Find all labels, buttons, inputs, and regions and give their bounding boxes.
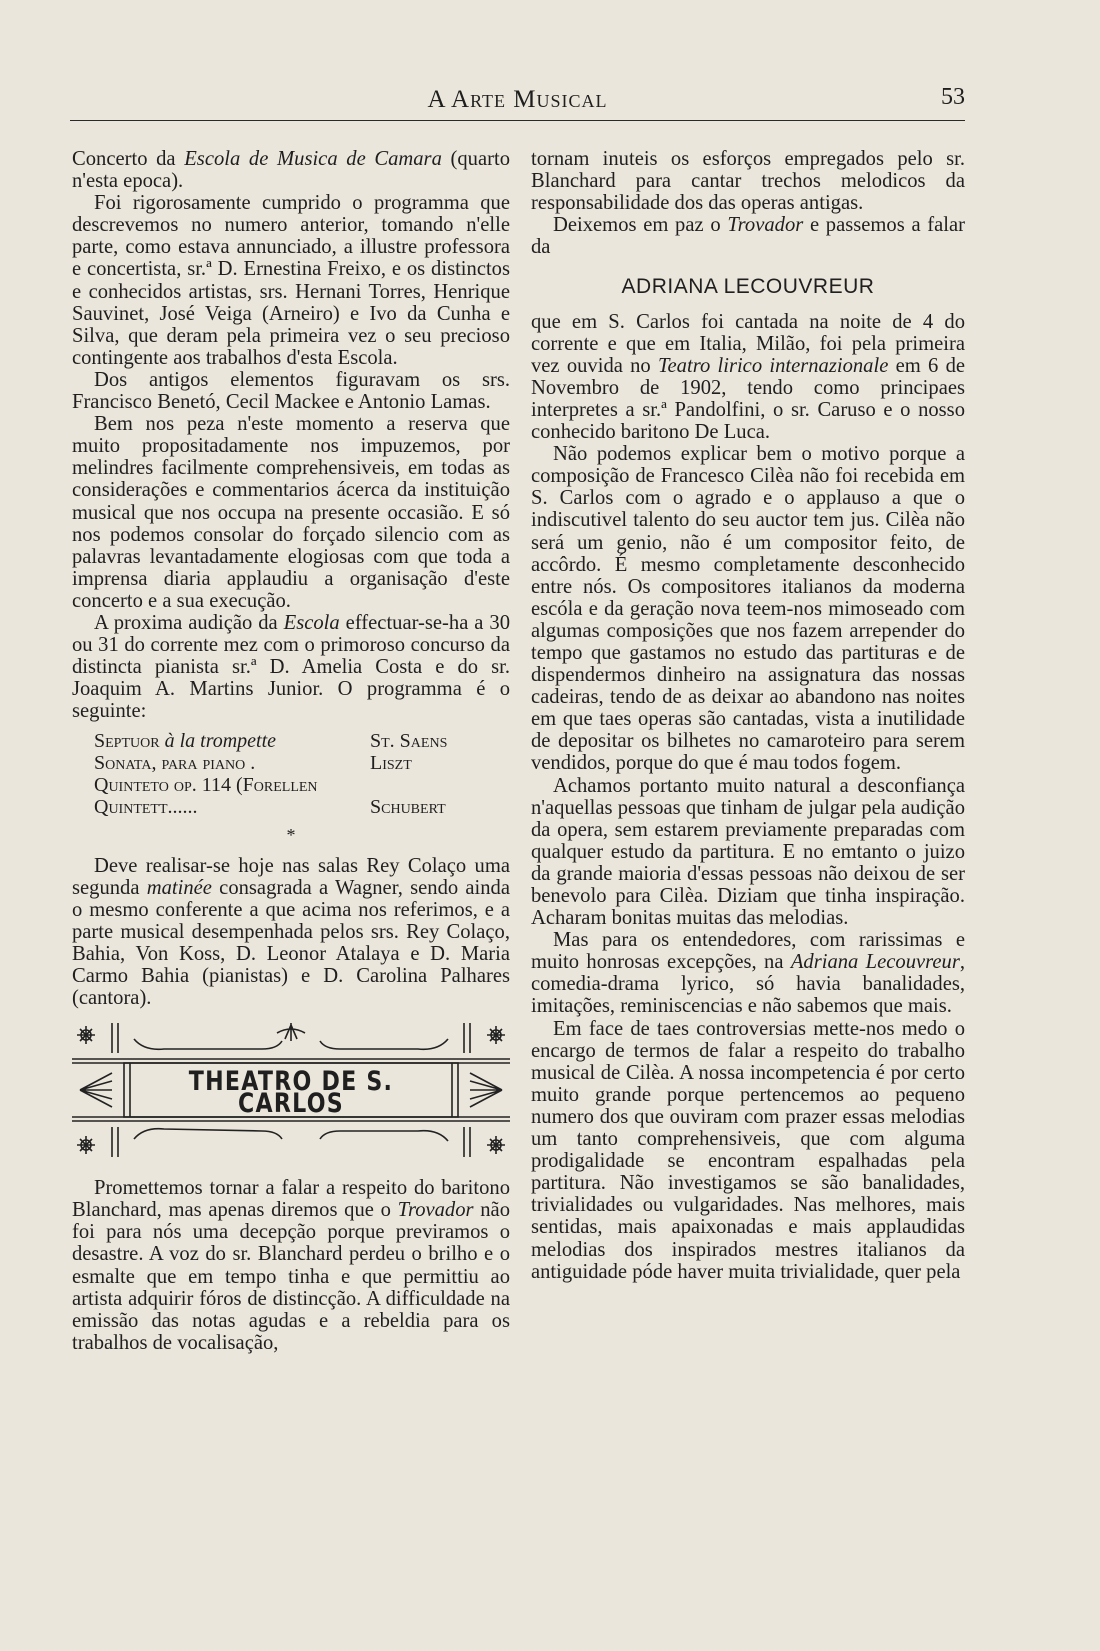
program-row: Septuor à la trompette St. Saens bbox=[94, 730, 510, 752]
paragraph: que em S. Carlos foi cantada na noite de 4 do corrente e que em Italia, Milão, foi pela primeira vez ouvida no Teatro lirico internazionale em 6 de Novembro de 1902, tendo como principaes interpretes a sr.ª Pandolfini, o sr. Caruso e o nosso conhecido baritono De Luca. bbox=[531, 310, 966, 444]
paragraph: tornam inuteis os esforços empregados pelo sr. Blanchard para cantar trechos melodicos da responsabilidade dos das operas antigas. bbox=[531, 148, 965, 215]
paragraph: Em face de taes controversias mette-nos medo o encargo de termos de falar a respeito do trabalho musical de Cilèa. A nossa incompetencia é por certo muito grande porque pertencemos ao pequeno numero dos que ouviram com prazer essas melodias um tanto comprehensiveis, que com alguma prodigalidade se encontram espalhadas pela partitura. Não investigamos se são banalidades, trivialidades ou vulgaridades. Nas melhores, mais sentidas, mais apaixonadas e mais applaudidas melodias dos inspirados mestres italianos da antiguidade póde haver muita trivialidade, quer pela bbox=[531, 1017, 965, 1283]
banner-title: THEATRO DE S. CARLOS bbox=[188, 1066, 394, 1120]
program-row: Quinteto op. 114 (Forellen Quintett...... Schubert bbox=[94, 774, 510, 818]
paragraph: Achamos portanto muito natural a desconfiança n'aquellas pessoas que tinham de julgar pela audição da opera, sem estarem previamente preparadas com qualquer estudo da partitura. E no emtanto o juizo da grande maioria d'essas pessoas não deixou de ser benevolo para Cilèa. Diziam que tinha inspiração. Acharam bonitas muitas das melodias. bbox=[531, 774, 965, 930]
paragraph: Deixemos em paz o Trovador e passemos a falar da bbox=[531, 214, 965, 259]
page-number: 53 bbox=[941, 84, 965, 110]
program-row: Sonata, para piano . Liszt bbox=[94, 752, 510, 774]
paragraph: Foi rigorosamente cumprido o programma que descrevemos no numero anterior, tomando n'elle parte, como estava annunciado, a illustre professora e concertista, sr.ª D. Ernestina Freixo, e os distinctos e conhecidos artistas, srs. Hernani Torres, Henrique Sauvinet, José Veiga (Arneiro) e Ivo da Cunha e Silva, que deram pela primeira vez o seu precioso contingente aos trabalhos d'esta Escola. bbox=[72, 192, 510, 369]
paragraph: Dos antigos elementos figuravam os srs. Francisco Benetó, Cecil Mackee e Antonio Lamas. bbox=[72, 368, 510, 414]
paragraph: Concerto da Escola de Musica de Camara (quarto n'esta epoca). bbox=[72, 148, 510, 193]
paragraph: Mas para os entendedores, com rarissimas e muito honrosas excepções, na Adriana Lecouvreur, comedia-drama lyrico, só havia banalidades, imitações, reminiscencias e não sabemos que mais. bbox=[531, 929, 965, 1018]
journal-title: A Arte Musical bbox=[427, 86, 608, 113]
section-asterisk: * bbox=[286, 825, 296, 846]
left-column bbox=[72, 148, 510, 1354]
section-banner bbox=[72, 1021, 510, 1159]
composer: Liszt bbox=[370, 752, 412, 775]
composer: St. Saens bbox=[370, 730, 448, 753]
paragraph: A proxima audição da Escola effectuar-se-ha a 30 ou 31 do corrente mez com o primoroso concurso da distincta pianista sr.ª D. Amelia Costa e do sr. Joaquim A. Martins Junior. O programma é o seguinte: bbox=[72, 611, 510, 723]
concert-program bbox=[94, 730, 510, 818]
right-column bbox=[531, 148, 965, 1283]
paragraph: Deve realisar-se hoje nas salas Rey Colaço uma segunda matinée consagrada a Wagner, sendo ainda o mesmo conferente a que acima nos referimos, e a parte musical desempenhada pelos srs. Rey Colaço, Bahia, Von Koss, D. Leonor Atalaya e D. Maria Carmo Bahia (pianistas) e D. Carolina Palhares (cantora). bbox=[72, 854, 510, 1010]
paragraph: Promettemos tornar a falar a respeito do baritono Blanchard, mas apenas diremos que o Trovador não foi para nós uma decepção porque previramos o desastre. A voz do sr. Blanchard perdeu o brilho e o esmalte que em tempo tinha e que permittiu ao artista adquirir fóros de distincção. A difficuldade na emissão das notas agudas e a rebeldia para os trabalhos de vocalisação, bbox=[72, 1177, 510, 1354]
running-header bbox=[70, 84, 965, 121]
paragraph: Não podemos explicar bem o motivo porque a composição de Francesco Cilèa não foi recebida em S. Carlos com o agrado e o applauso a que o indiscutivel talento do seu auctor tem jus. Cilèa não será um genio, não é um compositor feito, de accôrdo. É mesmo completamente desconhecido entre nós. Os compositores italianos da moderna escóla e da geração nova teem-nos mimoseado com algumas composições que nos fazem arrepender do tempo que gastamos no estudo das partituras e de dispendermos dinheiro na assignatura das nossas cadeiras, tendo de as deixar ao abandono nas noites em que taes operas são cantadas, vista a inutilidade de depositar os bilhetes no camaroteiro para serem vendidos, porque do que é mau todos fogem. bbox=[531, 443, 965, 775]
section-heading: ADRIANA LECOUVREUR bbox=[621, 275, 875, 299]
composer: Schubert bbox=[370, 796, 446, 819]
paragraph: Bem nos peza n'este momento a reserva que muito propositadamente nos impuzemos, por melindres facilmente comprehensiveis, em todas as considerações e commentarios ácerca da instituição musical que nos occupa na presente occasião. E só nos podemos consolar do forçado silencio com as palavras levantadamente elogiosas com que toda a imprensa diaria applaudiu a organisação d'este concerto e a sua execução. bbox=[72, 413, 510, 612]
